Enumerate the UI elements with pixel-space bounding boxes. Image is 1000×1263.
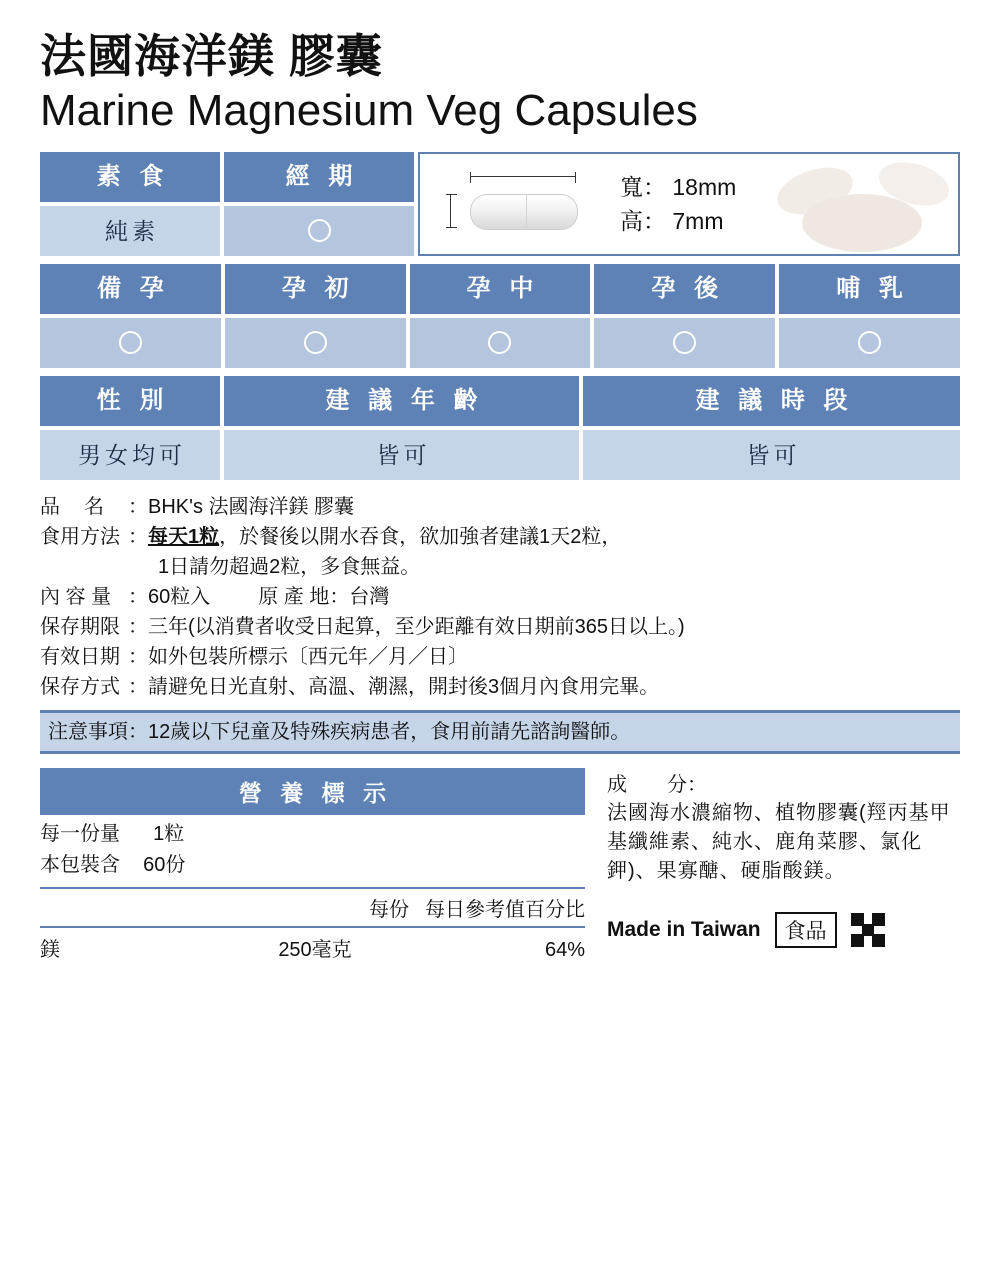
header-mid-pregnancy: 孕 中 [410,264,591,314]
info-shelf-life: 保存期限 ： 三年(以消費者收受日起算，至少距離有效日期前365日以上。) [40,612,960,642]
value-shelf-life: 三年(以消費者收受日起算，至少距離有效日期前365日以上。) [148,615,685,638]
table-row [40,934,585,966]
powder-image [772,160,952,252]
capsule-dimensions-panel [418,152,960,256]
label-storage: 保存方式 [40,675,120,698]
label-usage: 食用方法 [40,525,120,548]
value-usage-emphasis: 每天1粒 [148,525,220,548]
capsule-height-label: 高： 7mm [620,207,724,234]
serving-size-label: 每一份量 [40,822,120,845]
header-time: 建 議 時 段 [583,376,960,426]
label-expiry: 有效日期 [40,645,120,668]
page-title-cn: 法國海洋鎂 膠囊 [40,30,383,82]
nutrition-divider-2 [40,926,585,928]
header-preconception: 備 孕 [40,264,221,314]
width-dimension-line [470,176,576,177]
info-usage-continued: 1日請勿超過2粒，多食無益。 [158,555,421,578]
header-vegetarian: 素 食 [40,152,220,202]
label-name-1: 品 [40,495,60,518]
info-storage: 保存方式 ： 請避免日光直射、高溫、潮濕，開封後3個月內食用完畢。 [40,672,960,702]
value-expiry: 如外包裝所標示〔西元年／月／日〕 [148,645,468,668]
capsule-seam [526,195,527,227]
servings-per-container-line [40,850,585,881]
value-breastfeeding [779,318,960,368]
info-quantity: 內 容 量 ： 60粒入 原 產 地：台灣 [40,582,960,612]
value-usage: ，於餐後以開水吞食，欲加強者建議1天2粒， [219,525,622,548]
serving-size-value: 1粒 [153,822,185,845]
value-gender: 男女均可 [40,430,220,480]
header-gender: 性 別 [40,376,220,426]
label-name-2: 名 [84,495,104,518]
header-menstrual: 經 期 [224,152,414,202]
nutrition-title: 營 養 標 示 [40,768,585,815]
circle-icon [673,331,696,354]
nutrient-amount: 250毫克 [278,938,352,961]
value-time: 皆可 [583,430,960,480]
value-early-pregnancy [225,318,406,368]
servings-value: 60份 [143,853,186,876]
value-storage: 請避免日光直射、高溫、潮濕，開封後3個月內食用完畢。 [148,675,660,698]
attribute-row-diet [40,152,960,256]
circle-icon [488,331,511,354]
value-preconception [40,318,221,368]
attribute-row-pregnancy-values [40,318,960,368]
header-early-pregnancy: 孕 初 [225,264,406,314]
value-vegetarian: 純素 [40,206,220,256]
attribute-tables [40,152,960,480]
header-late-pregnancy: 孕 後 [594,264,775,314]
bottom-section [40,768,960,966]
footer-marks [607,912,960,948]
nutrition-facts [40,768,585,966]
servings-label: 本包裝含 [40,853,120,876]
label-shelf-life: 保存期限 [40,615,120,638]
info-expiry: 有效日期 ： 如外包裝所標示〔西元年／月／日〕 [40,642,960,672]
value-age: 皆可 [224,430,579,480]
made-in-label: Made in Taiwan [607,917,761,941]
product-label [40,30,960,966]
notice-bar: 注意事項：12歲以下兒童及特殊疾病患者，食用前請先諮詢醫師。 [40,710,960,754]
height-dimension-line [450,194,451,228]
capsule-shape [470,194,578,230]
ingredients-text: 法國海水濃縮物、植物膠囊(羥丙基甲基纖維素、純水、鹿角菜膠、氯化鉀)、果寡醣、硬脂酸鎂。 [607,801,951,882]
product-info [40,492,960,702]
serving-size-line [40,819,585,850]
value-menstrual [224,206,414,256]
value-origin: 台灣 [349,585,390,608]
circle-icon [304,331,327,354]
nutrition-divider-1 [40,887,585,889]
label-origin: 原 產 地 [258,585,330,608]
col-daily-value: 每日參考值百分比 [425,898,585,921]
value-late-pregnancy [594,318,775,368]
info-product-name: 品 名 ： BHK's 法國海洋鎂 膠囊 [40,492,960,522]
capsule-illustration [434,168,614,244]
value-product-name: BHK's 法國海洋鎂 膠囊 [148,495,355,518]
value-mid-pregnancy [410,318,591,368]
ingredients-section [607,768,960,966]
circle-icon [119,331,142,354]
food-mark: 食品 [775,912,837,948]
label-quantity: 內 容 量 [40,585,112,608]
attribute-row-pregnancy-headers [40,264,960,314]
nutrition-column-headers [40,891,585,922]
circle-icon [308,219,331,242]
header-breastfeeding: 哺 乳 [779,264,960,314]
nutrient-name: 鎂 [40,938,60,961]
value-quantity: 60粒入 [148,585,211,608]
attribute-row-general-values [40,430,960,480]
dimension-labels [620,170,736,238]
ingredients-label: 成 分： [607,773,707,796]
nutrient-percent: 64% [544,938,585,961]
attribute-row-general-headers [40,376,960,426]
header-age: 建 議 年 齡 [224,376,579,426]
col-per-serving: 每份 [369,898,409,921]
recycle-icon [851,913,885,947]
circle-icon [858,331,881,354]
info-usage: 食用方法 ： 每天1粒，於餐後以開水吞食，欲加強者建議1天2粒， [40,522,960,552]
page-title-en: Marine Magnesium Veg Capsules [40,85,698,135]
capsule-width-label: 寬： 18mm [620,173,737,200]
